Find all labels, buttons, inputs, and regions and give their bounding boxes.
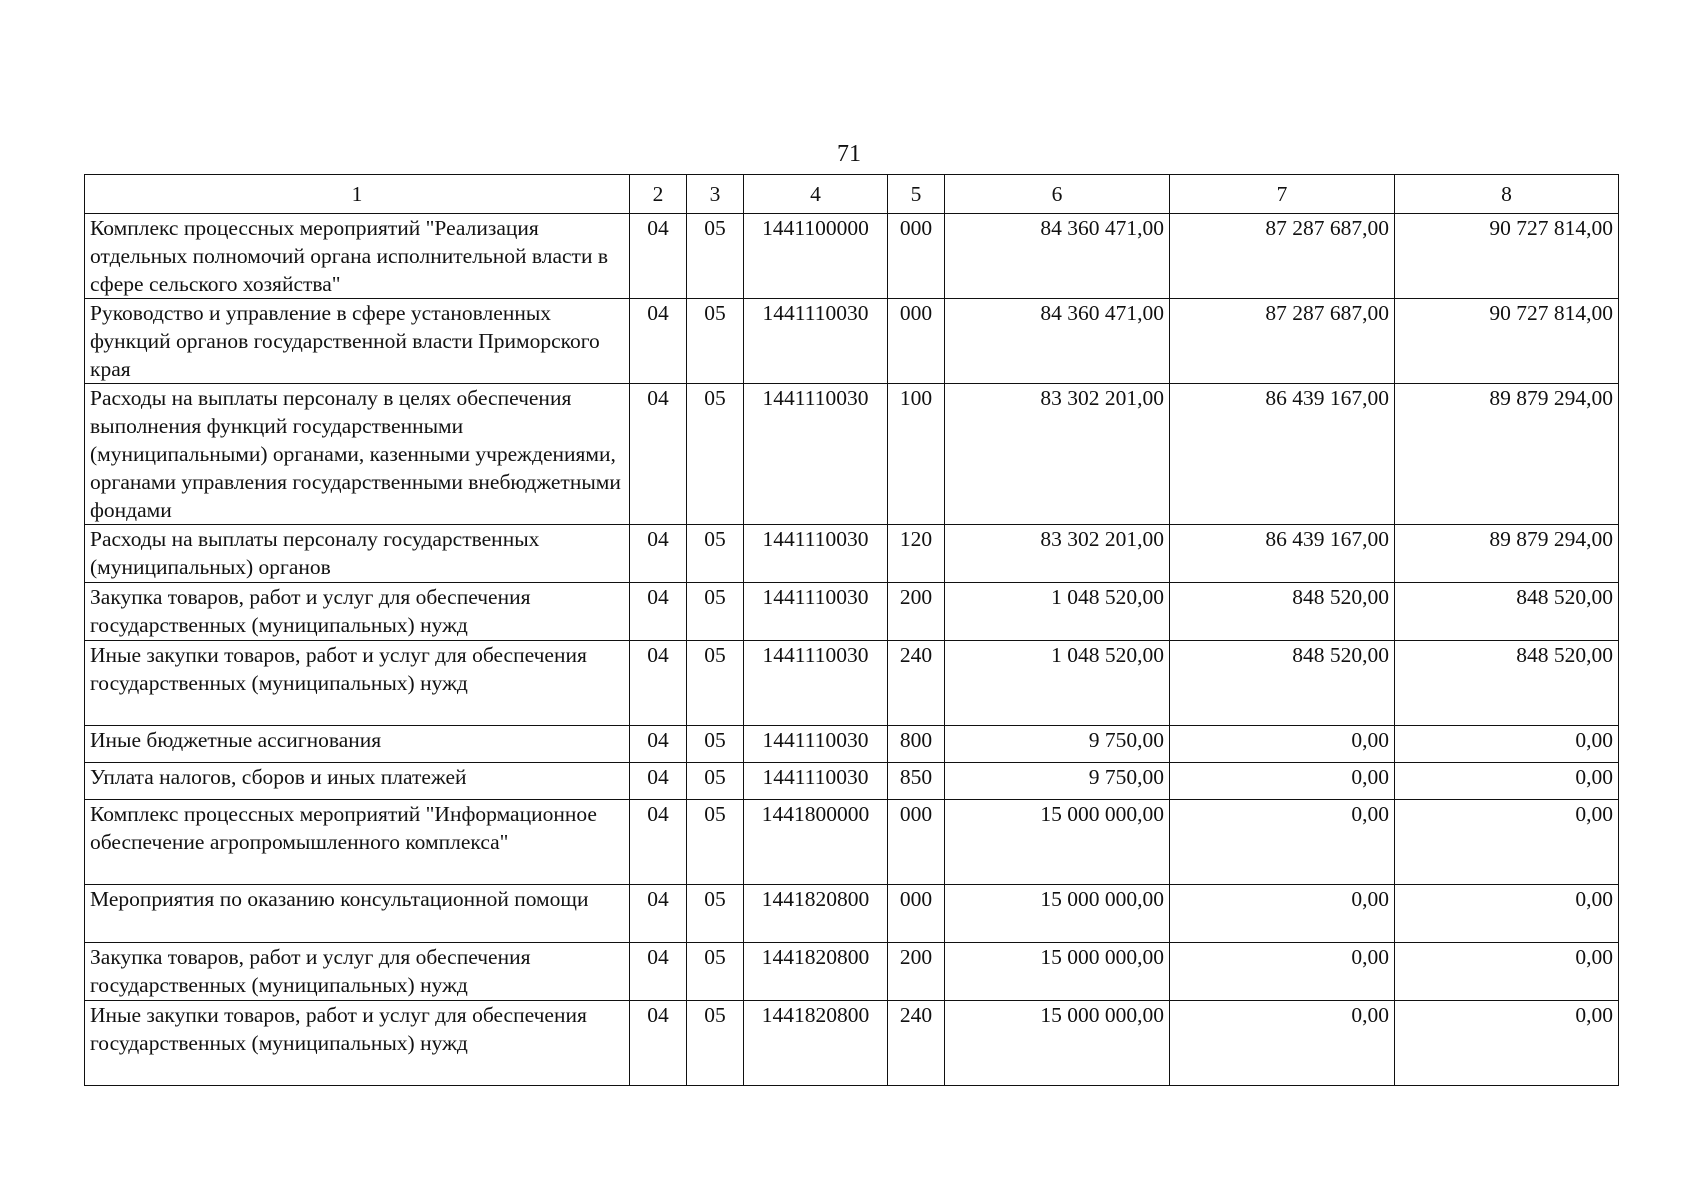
expense-type-code: 000 (888, 299, 945, 384)
target-article-code: 1441110030 (744, 299, 888, 384)
row-description: Комплекс процессных мероприятий "Информационное обеспечение агропромышленного комплекса" (85, 800, 630, 885)
table-row (85, 525, 1619, 583)
section-code: 04 (630, 763, 687, 800)
subsection-code: 05 (687, 641, 744, 726)
column-header: 2 (630, 175, 687, 214)
expense-type-code: 200 (888, 583, 945, 641)
amount-col-7: 0,00 (1170, 800, 1395, 885)
expense-type-code: 000 (888, 885, 945, 943)
table-row (85, 943, 1619, 1001)
section-code: 04 (630, 1001, 687, 1086)
table-row (85, 214, 1619, 299)
amount-col-8: 0,00 (1395, 1001, 1619, 1086)
amount-col-8: 90 727 814,00 (1395, 214, 1619, 299)
subsection-code: 05 (687, 726, 744, 763)
expense-type-code: 000 (888, 214, 945, 299)
table-row (85, 726, 1619, 763)
amount-col-6: 83 302 201,00 (945, 384, 1170, 525)
expense-type-code: 100 (888, 384, 945, 525)
column-header: 7 (1170, 175, 1395, 214)
amount-col-6: 15 000 000,00 (945, 800, 1170, 885)
amount-col-6: 15 000 000,00 (945, 885, 1170, 943)
subsection-code: 05 (687, 763, 744, 800)
target-article-code: 1441800000 (744, 800, 888, 885)
target-article-code: 1441110030 (744, 384, 888, 525)
section-code: 04 (630, 943, 687, 1001)
amount-col-6: 15 000 000,00 (945, 1001, 1170, 1086)
amount-col-7: 0,00 (1170, 726, 1395, 763)
amount-col-8: 0,00 (1395, 885, 1619, 943)
expense-type-code: 200 (888, 943, 945, 1001)
amount-col-7: 0,00 (1170, 1001, 1395, 1086)
expense-type-code: 850 (888, 763, 945, 800)
column-header: 3 (687, 175, 744, 214)
section-code: 04 (630, 885, 687, 943)
column-header: 4 (744, 175, 888, 214)
subsection-code: 05 (687, 384, 744, 525)
table-row (85, 299, 1619, 384)
expense-type-code: 800 (888, 726, 945, 763)
column-header: 8 (1395, 175, 1619, 214)
row-description: Закупка товаров, работ и услуг для обеспечения государственных (муниципальных) нужд (85, 943, 630, 1001)
table-row (85, 1001, 1619, 1086)
section-code: 04 (630, 641, 687, 726)
budget-table (84, 174, 1619, 1086)
target-article-code: 1441820800 (744, 943, 888, 1001)
amount-col-8: 0,00 (1395, 943, 1619, 1001)
amount-col-6: 84 360 471,00 (945, 299, 1170, 384)
amount-col-6: 84 360 471,00 (945, 214, 1170, 299)
amount-col-8: 90 727 814,00 (1395, 299, 1619, 384)
column-header: 6 (945, 175, 1170, 214)
table-row (85, 384, 1619, 525)
column-header: 5 (888, 175, 945, 214)
column-header: 1 (85, 175, 630, 214)
target-article-code: 1441110030 (744, 525, 888, 583)
section-code: 04 (630, 800, 687, 885)
amount-col-7: 86 439 167,00 (1170, 384, 1395, 525)
section-code: 04 (630, 583, 687, 641)
table-row (85, 641, 1619, 726)
section-code: 04 (630, 384, 687, 525)
subsection-code: 05 (687, 299, 744, 384)
expense-type-code: 240 (888, 1001, 945, 1086)
amount-col-6: 1 048 520,00 (945, 583, 1170, 641)
target-article-code: 1441820800 (744, 1001, 888, 1086)
subsection-code: 05 (687, 885, 744, 943)
amount-col-8: 89 879 294,00 (1395, 525, 1619, 583)
subsection-code: 05 (687, 583, 744, 641)
amount-col-8: 0,00 (1395, 763, 1619, 800)
subsection-code: 05 (687, 800, 744, 885)
target-article-code: 1441110030 (744, 641, 888, 726)
row-description: Мероприятия по оказанию консультационной помощи (85, 885, 630, 943)
amount-col-7: 86 439 167,00 (1170, 525, 1395, 583)
section-code: 04 (630, 214, 687, 299)
amount-col-7: 0,00 (1170, 943, 1395, 1001)
target-article-code: 1441820800 (744, 885, 888, 943)
amount-col-7: 848 520,00 (1170, 641, 1395, 726)
row-description: Закупка товаров, работ и услуг для обеспечения государственных (муниципальных) нужд (85, 583, 630, 641)
amount-col-6: 9 750,00 (945, 763, 1170, 800)
amount-col-7: 87 287 687,00 (1170, 214, 1395, 299)
table-row (85, 763, 1619, 800)
amount-col-8: 848 520,00 (1395, 583, 1619, 641)
subsection-code: 05 (687, 525, 744, 583)
expense-type-code: 000 (888, 800, 945, 885)
subsection-code: 05 (687, 1001, 744, 1086)
page-number: 71 (837, 141, 861, 167)
section-code: 04 (630, 726, 687, 763)
table-row (85, 583, 1619, 641)
amount-col-7: 0,00 (1170, 763, 1395, 800)
expense-type-code: 120 (888, 525, 945, 583)
row-description: Иные бюджетные ассигнования (85, 726, 630, 763)
table-row (85, 885, 1619, 943)
row-description: Комплекс процессных мероприятий "Реализация отдельных полномочий органа исполнительной власти в сфере сельского хозяйства" (85, 214, 630, 299)
subsection-code: 05 (687, 943, 744, 1001)
target-article-code: 1441110030 (744, 583, 888, 641)
row-description: Руководство и управление в сфере установленных функций органов государственной власти Приморского края (85, 299, 630, 384)
amount-col-6: 83 302 201,00 (945, 525, 1170, 583)
amount-col-6: 9 750,00 (945, 726, 1170, 763)
amount-col-6: 15 000 000,00 (945, 943, 1170, 1001)
amount-col-8: 0,00 (1395, 800, 1619, 885)
row-description: Уплата налогов, сборов и иных платежей (85, 763, 630, 800)
amount-col-7: 87 287 687,00 (1170, 299, 1395, 384)
row-description: Иные закупки товаров, работ и услуг для обеспечения государственных (муниципальных) нужд (85, 1001, 630, 1086)
subsection-code: 05 (687, 214, 744, 299)
section-code: 04 (630, 525, 687, 583)
row-description: Расходы на выплаты персоналу государственных (муниципальных) органов (85, 525, 630, 583)
row-description: Иные закупки товаров, работ и услуг для обеспечения государственных (муниципальных) нужд (85, 641, 630, 726)
amount-col-8: 0,00 (1395, 726, 1619, 763)
target-article-code: 1441110030 (744, 763, 888, 800)
expense-type-code: 240 (888, 641, 945, 726)
amount-col-7: 848 520,00 (1170, 583, 1395, 641)
amount-col-7: 0,00 (1170, 885, 1395, 943)
target-article-code: 1441110030 (744, 726, 888, 763)
row-description: Расходы на выплаты персоналу в целях обеспечения выполнения функций государственными (муниципальными) органами, казенными учреждениями, органами управления государственными внебюджетными фондами (85, 384, 630, 525)
section-code: 04 (630, 299, 687, 384)
table-header-row (85, 175, 1619, 214)
target-article-code: 1441100000 (744, 214, 888, 299)
amount-col-8: 848 520,00 (1395, 641, 1619, 726)
table-row (85, 800, 1619, 885)
amount-col-6: 1 048 520,00 (945, 641, 1170, 726)
amount-col-8: 89 879 294,00 (1395, 384, 1619, 525)
